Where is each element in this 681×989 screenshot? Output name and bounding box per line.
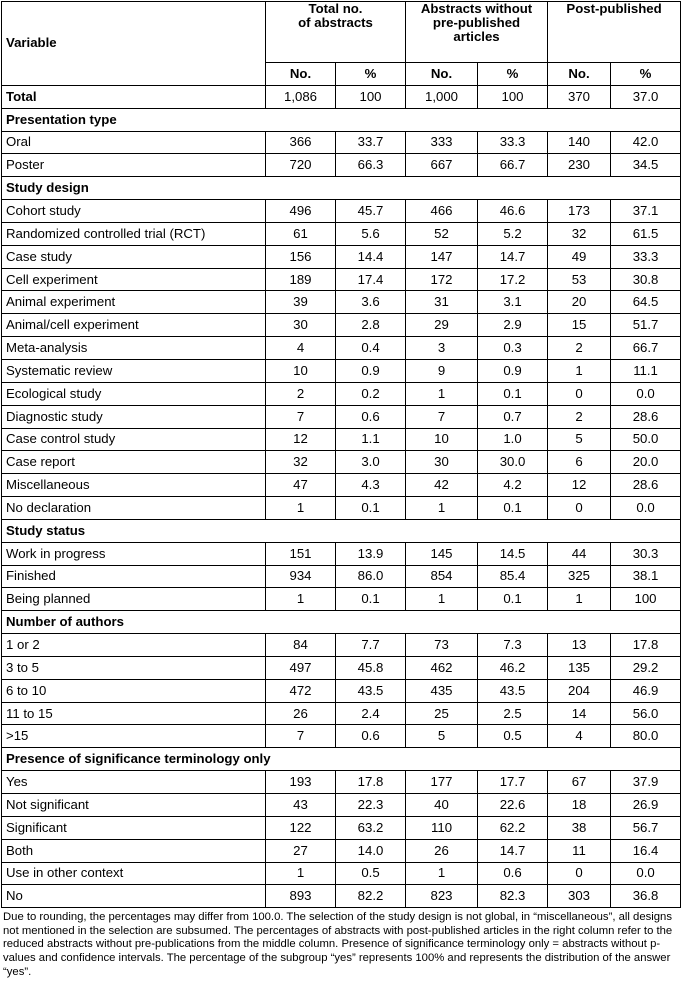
- table-cell: 16.4: [611, 839, 681, 862]
- table-cell: 14.4: [336, 245, 406, 268]
- table-cell: 189: [266, 268, 336, 291]
- table-cell: 333: [406, 131, 478, 154]
- table-cell: 51.7: [611, 314, 681, 337]
- table-cell: 28.6: [611, 405, 681, 428]
- table-cell: 0: [548, 862, 611, 885]
- table-cell: 472: [266, 679, 336, 702]
- table-cell: 100: [336, 85, 406, 108]
- table-cell: 36.8: [611, 885, 681, 908]
- table-cell: 40: [406, 794, 478, 817]
- table-cell: 0.1: [478, 497, 548, 520]
- table-cell: 10: [406, 428, 478, 451]
- table-cell: 466: [406, 200, 478, 223]
- table-cell: 43: [266, 794, 336, 817]
- table-cell: 50.0: [611, 428, 681, 451]
- table-cell: 497: [266, 656, 336, 679]
- table-cell: 2: [266, 382, 336, 405]
- table-row: [2, 542, 681, 565]
- table-row: [2, 359, 681, 382]
- table-cell: 31: [406, 291, 478, 314]
- table-cell: 3.6: [336, 291, 406, 314]
- row-label: Ecological study: [2, 382, 266, 405]
- table-cell: 204: [548, 679, 611, 702]
- row-label: Randomized controlled trial (RCT): [2, 222, 266, 245]
- table-cell: 135: [548, 656, 611, 679]
- table-cell: 172: [406, 268, 478, 291]
- table-cell: 1: [406, 382, 478, 405]
- table-cell: 30.0: [478, 451, 548, 474]
- table-cell: 893: [266, 885, 336, 908]
- table-cell: 0: [548, 382, 611, 405]
- table-cell: 26: [266, 702, 336, 725]
- table-footnote: Due to rounding, the percentages may differ from 100.0. The selection of the study design is not global, in “miscellaneous”, all designs not mentioned in the selection are subsumed. The percentages of abstracts with post-published articles in the right column refer to the reduced abstracts without pre-publications from the middle column. Presence of significance terminology only = abstracts without p-values and confidence intervals. The percentage of the subgroup “yes” represents 100% and represents the distribution of the answer “yes”.: [3, 911, 673, 978]
- table-cell: 30: [406, 451, 478, 474]
- table-row: [2, 428, 681, 451]
- table-cell: 303: [548, 885, 611, 908]
- table-row: [2, 816, 681, 839]
- table-row: [2, 382, 681, 405]
- table-cell: 0.1: [478, 382, 548, 405]
- row-label: Systematic review: [2, 359, 266, 382]
- table-cell: 462: [406, 656, 478, 679]
- table-cell: 37.1: [611, 200, 681, 223]
- table-cell: 4: [548, 725, 611, 748]
- subheader-pct: %: [611, 63, 681, 86]
- row-label: Finished: [2, 565, 266, 588]
- table-cell: 25: [406, 702, 478, 725]
- section-title: Study design: [2, 177, 681, 200]
- table-cell: 2: [548, 405, 611, 428]
- row-label: Meta-analysis: [2, 337, 266, 360]
- table-cell: 0.9: [336, 359, 406, 382]
- table-cell: 3: [406, 337, 478, 360]
- table-cell: 496: [266, 200, 336, 223]
- table-cell: 435: [406, 679, 478, 702]
- table-cell: 12: [266, 428, 336, 451]
- table-cell: 10: [266, 359, 336, 382]
- table-cell: 26: [406, 839, 478, 862]
- table-cell: 1: [548, 588, 611, 611]
- table-cell: 1: [548, 359, 611, 382]
- row-label: Animal/cell experiment: [2, 314, 266, 337]
- table-cell: 366: [266, 131, 336, 154]
- table-cell: 66.7: [478, 154, 548, 177]
- table-cell: 110: [406, 816, 478, 839]
- table-cell: 82.3: [478, 885, 548, 908]
- section-header-row: [2, 748, 681, 771]
- table-cell: 14.7: [478, 839, 548, 862]
- table-cell: 46.6: [478, 200, 548, 223]
- table-row: [2, 474, 681, 497]
- row-label: Case study: [2, 245, 266, 268]
- table-cell: 32: [266, 451, 336, 474]
- table-cell: 147: [406, 245, 478, 268]
- row-label: Animal experiment: [2, 291, 266, 314]
- table-cell: 14.0: [336, 839, 406, 862]
- table-cell: 4: [266, 337, 336, 360]
- table-cell: 4.3: [336, 474, 406, 497]
- table-cell: 14.5: [478, 542, 548, 565]
- table-cell: 1: [266, 862, 336, 885]
- table-cell: 6: [548, 451, 611, 474]
- table-cell: 61.5: [611, 222, 681, 245]
- section-title: Presentation type: [2, 108, 681, 131]
- table-cell: 38.1: [611, 565, 681, 588]
- table-cell: 46.9: [611, 679, 681, 702]
- table-cell: 1,000: [406, 85, 478, 108]
- row-label: No declaration: [2, 497, 266, 520]
- table-cell: 56.7: [611, 816, 681, 839]
- row-label: Cell experiment: [2, 268, 266, 291]
- section-title: Study status: [2, 519, 681, 542]
- table-cell: 667: [406, 154, 478, 177]
- table-cell: 42: [406, 474, 478, 497]
- table-row: [2, 337, 681, 360]
- table-row: [2, 268, 681, 291]
- table-cell: 100: [478, 85, 548, 108]
- table-cell: 43.5: [478, 679, 548, 702]
- table-cell: 2.9: [478, 314, 548, 337]
- table-cell: 7.3: [478, 634, 548, 657]
- table-row: [2, 154, 681, 177]
- table-cell: 1: [266, 497, 336, 520]
- table-cell: 720: [266, 154, 336, 177]
- post-published-header: Post-published: [548, 2, 681, 63]
- table-row: [2, 794, 681, 817]
- total-label: Total: [2, 85, 266, 108]
- table-cell: 0.2: [336, 382, 406, 405]
- table-row: [2, 702, 681, 725]
- table-cell: 145: [406, 542, 478, 565]
- table-cell: 52: [406, 222, 478, 245]
- subheader-no: No.: [548, 63, 611, 86]
- table-cell: 86.0: [336, 565, 406, 588]
- table-row: [2, 497, 681, 520]
- section-header-row: [2, 611, 681, 634]
- row-label: Case control study: [2, 428, 266, 451]
- table-row: [2, 771, 681, 794]
- table-cell: 0.4: [336, 337, 406, 360]
- row-label: 3 to 5: [2, 656, 266, 679]
- table-cell: 325: [548, 565, 611, 588]
- section-header-row: [2, 108, 681, 131]
- table-cell: 7: [266, 725, 336, 748]
- table-cell: 42.0: [611, 131, 681, 154]
- table-cell: 1.0: [478, 428, 548, 451]
- table-cell: 44: [548, 542, 611, 565]
- table-cell: 370: [548, 85, 611, 108]
- document-page: [0, 1, 681, 979]
- section-title: Presence of significance terminology only: [2, 748, 681, 771]
- table-cell: 0.7: [478, 405, 548, 428]
- table-cell: 14: [548, 702, 611, 725]
- table-cell: 3.0: [336, 451, 406, 474]
- table-cell: 17.7: [478, 771, 548, 794]
- table-cell: 37.0: [611, 85, 681, 108]
- table-cell: 46.2: [478, 656, 548, 679]
- row-label: 11 to 15: [2, 702, 266, 725]
- section-header-row: [2, 177, 681, 200]
- table-cell: 47: [266, 474, 336, 497]
- table-row: [2, 862, 681, 885]
- table-cell: 33.3: [478, 131, 548, 154]
- table-cell: 29.2: [611, 656, 681, 679]
- table-cell: 156: [266, 245, 336, 268]
- table-cell: 2.5: [478, 702, 548, 725]
- table-cell: 11: [548, 839, 611, 862]
- table-cell: 0.3: [478, 337, 548, 360]
- table-cell: 30.8: [611, 268, 681, 291]
- table-cell: 9: [406, 359, 478, 382]
- row-label: Significant: [2, 816, 266, 839]
- table-cell: 17.4: [336, 268, 406, 291]
- table-cell: 5: [406, 725, 478, 748]
- table-row: [2, 656, 681, 679]
- table-cell: 12: [548, 474, 611, 497]
- table-cell: 5: [548, 428, 611, 451]
- table-cell: 45.7: [336, 200, 406, 223]
- table-cell: 85.4: [478, 565, 548, 588]
- table-cell: 0: [548, 497, 611, 520]
- table-cell: 0.5: [478, 725, 548, 748]
- section-header-row: [2, 519, 681, 542]
- table-cell: 2.4: [336, 702, 406, 725]
- table-cell: 22.3: [336, 794, 406, 817]
- table-cell: 854: [406, 565, 478, 588]
- table-cell: 230: [548, 154, 611, 177]
- table-cell: 64.5: [611, 291, 681, 314]
- table-cell: 3.1: [478, 291, 548, 314]
- table-cell: 28.6: [611, 474, 681, 497]
- without-prepublished-header: Abstracts without pre-published articles: [406, 2, 548, 63]
- table-cell: 0.6: [336, 405, 406, 428]
- table-cell: 20.0: [611, 451, 681, 474]
- table-cell: 7.7: [336, 634, 406, 657]
- table-row: [2, 725, 681, 748]
- table-row: [2, 291, 681, 314]
- table-row: [2, 885, 681, 908]
- table-cell: 7: [406, 405, 478, 428]
- table-cell: 27: [266, 839, 336, 862]
- section-title: Number of authors: [2, 611, 681, 634]
- table-cell: 20: [548, 291, 611, 314]
- table-cell: 49: [548, 245, 611, 268]
- table-cell: 32: [548, 222, 611, 245]
- table-cell: 45.8: [336, 656, 406, 679]
- table-cell: 56.0: [611, 702, 681, 725]
- table-cell: 37.9: [611, 771, 681, 794]
- row-label: Being planned: [2, 588, 266, 611]
- table-row: [2, 565, 681, 588]
- row-label: Use in other context: [2, 862, 266, 885]
- table-cell: 22.6: [478, 794, 548, 817]
- row-label: No: [2, 885, 266, 908]
- table-row: [2, 588, 681, 611]
- table-cell: 193: [266, 771, 336, 794]
- table-cell: 67: [548, 771, 611, 794]
- table-cell: 17.8: [611, 634, 681, 657]
- table-cell: 29: [406, 314, 478, 337]
- row-label: Poster: [2, 154, 266, 177]
- subheader-no: No.: [406, 63, 478, 86]
- row-label: Diagnostic study: [2, 405, 266, 428]
- table-cell: 1.1: [336, 428, 406, 451]
- table-cell: 66.3: [336, 154, 406, 177]
- table-cell: 13: [548, 634, 611, 657]
- table-cell: 5.6: [336, 222, 406, 245]
- table-cell: 33.3: [611, 245, 681, 268]
- table-cell: 7: [266, 405, 336, 428]
- table-cell: 30.3: [611, 542, 681, 565]
- variable-header: Variable: [2, 2, 266, 86]
- table-cell: 43.5: [336, 679, 406, 702]
- table-row: [2, 222, 681, 245]
- table-cell: 140: [548, 131, 611, 154]
- table-cell: 17.2: [478, 268, 548, 291]
- table-cell: 2: [548, 337, 611, 360]
- table-row: [2, 405, 681, 428]
- header-row: [2, 2, 681, 63]
- table-row: [2, 200, 681, 223]
- table-cell: 177: [406, 771, 478, 794]
- table-cell: 934: [266, 565, 336, 588]
- table-row: [2, 451, 681, 474]
- table-cell: 0.0: [611, 382, 681, 405]
- table-cell: 84: [266, 634, 336, 657]
- table-cell: 82.2: [336, 885, 406, 908]
- table-row: [2, 314, 681, 337]
- table-cell: 0.6: [478, 862, 548, 885]
- table-cell: 34.5: [611, 154, 681, 177]
- subheader-pct: %: [336, 63, 406, 86]
- table-cell: 18: [548, 794, 611, 817]
- table-cell: 0.1: [336, 497, 406, 520]
- table-cell: 2.8: [336, 314, 406, 337]
- row-label: Oral: [2, 131, 266, 154]
- table-cell: 80.0: [611, 725, 681, 748]
- table-cell: 1: [406, 497, 478, 520]
- table-cell: 0.6: [336, 725, 406, 748]
- table-cell: 151: [266, 542, 336, 565]
- table-row: [2, 839, 681, 862]
- table-cell: 15: [548, 314, 611, 337]
- data-table: [1, 1, 681, 908]
- table-cell: 26.9: [611, 794, 681, 817]
- table-cell: 53: [548, 268, 611, 291]
- row-label: 1 or 2: [2, 634, 266, 657]
- row-label: Work in progress: [2, 542, 266, 565]
- table-row: [2, 679, 681, 702]
- row-label: Both: [2, 839, 266, 862]
- table-cell: 5.2: [478, 222, 548, 245]
- subheader-pct: %: [478, 63, 548, 86]
- table-cell: 1: [406, 588, 478, 611]
- table-cell: 11.1: [611, 359, 681, 382]
- table-cell: 0.0: [611, 862, 681, 885]
- row-label: 6 to 10: [2, 679, 266, 702]
- table-cell: 0.1: [478, 588, 548, 611]
- table-cell: 100: [611, 588, 681, 611]
- table-row: [2, 245, 681, 268]
- table-cell: 38: [548, 816, 611, 839]
- table-cell: 17.8: [336, 771, 406, 794]
- row-label: Case report: [2, 451, 266, 474]
- row-label: Not significant: [2, 794, 266, 817]
- table-cell: 61: [266, 222, 336, 245]
- total-abstracts-header: Total no. of abstracts: [266, 2, 406, 63]
- table-cell: 1,086: [266, 85, 336, 108]
- table-row: [2, 131, 681, 154]
- table-cell: 66.7: [611, 337, 681, 360]
- row-label: >15: [2, 725, 266, 748]
- subheader-no: No.: [266, 63, 336, 86]
- table-cell: 4.2: [478, 474, 548, 497]
- table-cell: 73: [406, 634, 478, 657]
- total-row: [2, 85, 681, 108]
- table-cell: 63.2: [336, 816, 406, 839]
- table-cell: 0.0: [611, 497, 681, 520]
- table-cell: 62.2: [478, 816, 548, 839]
- table-cell: 1: [266, 588, 336, 611]
- table-cell: 823: [406, 885, 478, 908]
- row-label: Miscellaneous: [2, 474, 266, 497]
- table-cell: 1: [406, 862, 478, 885]
- table-cell: 0.5: [336, 862, 406, 885]
- row-label: Cohort study: [2, 200, 266, 223]
- table-cell: 13.9: [336, 542, 406, 565]
- table-cell: 0.1: [336, 588, 406, 611]
- table-cell: 39: [266, 291, 336, 314]
- table-cell: 0.9: [478, 359, 548, 382]
- table-cell: 173: [548, 200, 611, 223]
- row-label: Yes: [2, 771, 266, 794]
- table-cell: 122: [266, 816, 336, 839]
- table-row: [2, 634, 681, 657]
- table-cell: 14.7: [478, 245, 548, 268]
- table-cell: 30: [266, 314, 336, 337]
- table-cell: 33.7: [336, 131, 406, 154]
